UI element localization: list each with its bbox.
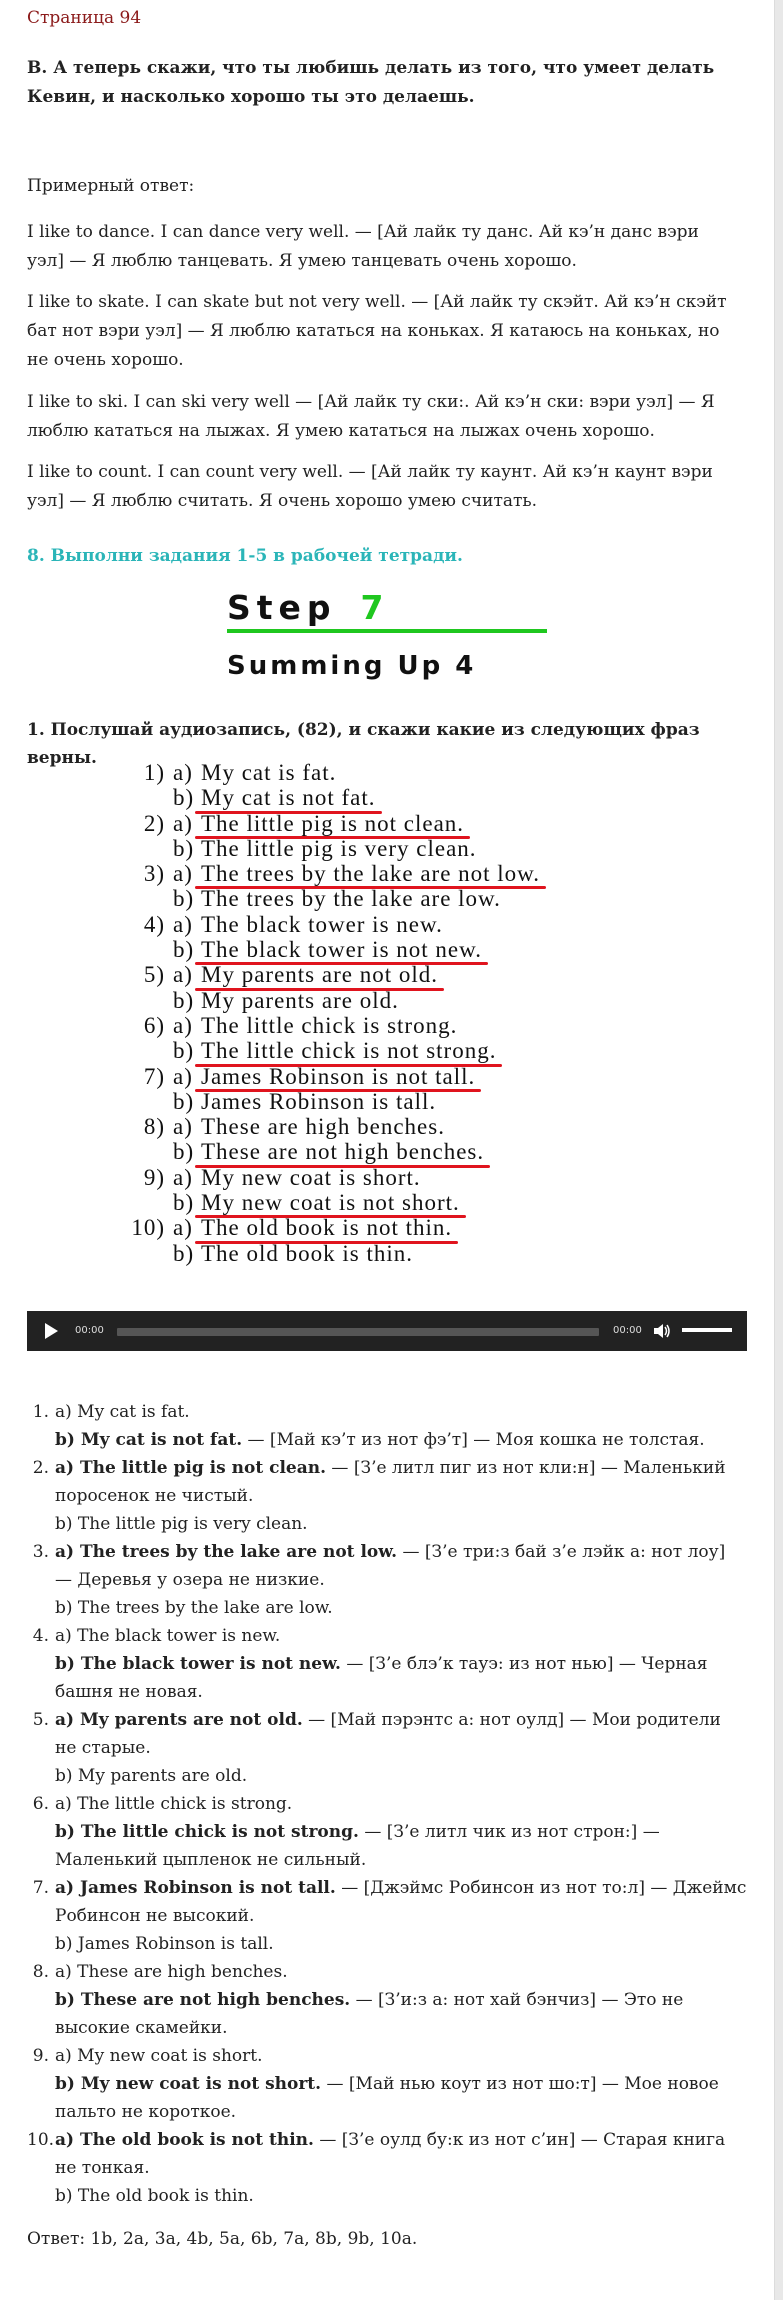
answer-line [55,1762,747,1790]
exercise-letter: b) [173,785,195,811]
exercise-number: 2) [143,810,165,836]
question-1-heading: 1. Послушай аудиозапись, (82), и скажи какие из следующих фраз верны. [27,720,700,768]
exercise-sentence: The trees by the lake are not low. [201,861,541,887]
answer-line [55,2182,747,2210]
exercise-row [127,861,687,886]
exercise-sentence: My parents are not old. [201,962,438,988]
answer-sentence: a) The black tower is new. [55,1626,281,1646]
exercise-letter: a) [173,810,193,836]
answer-item [27,1958,747,2042]
answer-line [55,1650,747,1706]
answers-list [27,1398,747,2210]
sample-answer: I like to count. I can count very well. — [Ай лайк ту каунт. Ай кэ’н каунт вэри уэл] — Я люблю считать. Я очень хорошо умею считать. [27,462,713,511]
step-underline [227,629,547,633]
answer-number: 9. [32,2046,49,2066]
answer-number: 2. [32,1458,49,1478]
exercise-row [127,836,687,861]
progress-track[interactable] [117,1328,599,1336]
exercise-row [127,811,687,836]
exercise-sentence: My new coat is short. [201,1164,421,1190]
answer-line [55,2042,747,2070]
exercise-letter: b) [173,1190,195,1216]
answer-translation: — [З’е литл пиг из нот кли:н] — Маленький поросенок не чистый. [55,1458,726,1506]
exercise-row [127,962,687,987]
exercise-row [127,1114,687,1139]
exercise-letter: b) [173,1038,195,1064]
answer-sentence: b) The little pig is very clean. [55,1514,308,1534]
answer-sentence: a) These are high benches. [55,1962,288,1982]
exercise-sentence: My new coat is not short. [201,1190,460,1216]
answer-translation: — [Май кэ’т из нот фэ’т] — Моя кошка не толстая. [242,1430,705,1450]
answer-line [55,1538,747,1594]
answer-line [55,1426,747,1454]
exercise-row [127,1013,687,1038]
exercise-row [127,1190,687,1215]
task-b-heading: B. А теперь скажи, что ты любишь делать из того, что умеет делать Кевин, и насколько хорошо ты это делаешь. [27,58,715,107]
answer-item [27,1622,747,1706]
exercise-number: 7) [143,1063,165,1089]
exercise-row [127,760,687,785]
exercise-row [127,1215,687,1240]
exercise-sentence: My cat is not fat. [201,785,376,811]
answer-line [55,1986,747,2042]
answer-translation: — [Джэймс Робинсон из нот то:л] — Джеймс Робинсон не высокий. [55,1878,747,1926]
exercise-letter: b) [173,1088,195,1114]
answer-translation: — [З’е оулд бу:к из нот с’ин] — Старая книга не тонкая. [55,2130,726,2178]
answer-item [27,1706,747,1790]
page-title: Страница 94 [27,8,142,28]
answer-item [27,2042,747,2126]
answer-line [55,1874,747,1930]
textbook-exercise [127,760,687,1266]
exercise-row [127,937,687,962]
exercise-sentence: The little pig is not clean. [201,810,465,836]
exercise-letter: b) [173,987,195,1013]
exercise-number: 8) [143,1114,165,1140]
answer-number: 8. [32,1962,49,1982]
exercise-number: 9) [143,1164,165,1190]
answer-sentence: b) My new coat is not short. [55,2074,322,2094]
answer-sentence: a) The little pig is not clean. [55,1458,327,1478]
exercise-letter: a) [173,1063,193,1089]
answer-number: 3. [32,1542,49,1562]
answer-number: 1. [32,1402,49,1422]
answer-item [27,1790,747,1874]
volume-slider[interactable] [682,1328,732,1332]
exercise-row [127,988,687,1013]
exercise-sentence: The little chick is strong. [201,1012,458,1038]
answer-item [27,1874,747,1958]
answer-sentence: b) My parents are old. [55,1766,248,1786]
exercise-number: 4) [143,911,165,937]
answer-line [55,1930,747,1958]
answer-sentence: a) The old book is not thin. [55,2130,314,2150]
answer-sentence: a) My parents are not old. [55,1710,303,1730]
exercise-sentence: The black tower is new. [201,911,443,937]
duration: 00:00 [613,1325,642,1336]
exercise-number: 5) [143,962,165,988]
answer-sentence: a) The little chick is strong. [55,1794,293,1814]
answer-item [27,2126,747,2210]
exercise-row [127,785,687,810]
answer-number: 5. [32,1710,49,1730]
answer-item [27,1538,747,1622]
answer-line [55,1706,747,1762]
exercise-letter: a) [173,1164,193,1190]
exercise-row [127,912,687,937]
answer-number: 7. [32,1878,49,1898]
answer-line [55,2070,747,2126]
audio-player [27,1311,747,1351]
answer-line [55,1790,747,1818]
answer-sentence: a) My cat is fat. [55,1402,190,1422]
answer-sentence: b) These are not high benches. [55,1990,351,2010]
answer-sentence: a) My new coat is short. [55,2046,263,2066]
exercise-number: 10) [131,1215,165,1241]
exercise-sentence: The trees by the lake are low. [201,886,501,912]
answer-line [55,1510,747,1538]
answer-sentence: a) James Robinson is not tall. [55,1878,336,1898]
volume-icon[interactable] [654,1323,672,1339]
exercise-letter: a) [173,1012,193,1038]
exercise-sentence: These are high benches. [201,1114,445,1140]
exercise-letter: b) [173,1240,195,1266]
exercise-row [127,1038,687,1063]
exercise-letter: b) [173,1139,195,1165]
answer-line [55,1398,747,1426]
exercise-sentence: My parents are old. [201,987,399,1013]
answer-sentence: b) The old book is thin. [55,2186,254,2206]
answer-line [55,1594,747,1622]
step-number: 7 [360,588,390,627]
answer-number: 6. [32,1794,49,1814]
answer-translation: — [Май пэрэнтс а: нот оулд] — Мои родители не старые. [55,1710,721,1758]
exercise-letter: b) [173,937,195,963]
answer-line [55,1818,747,1874]
exercise-sentence: James Robinson is not tall. [201,1063,476,1089]
exercise-sentence: The black tower is not new. [201,937,482,963]
exercise-row [127,1064,687,1089]
answer-item [27,1398,747,1454]
final-answer: Ответ: 1b, 2a, 3a, 4b, 5a, 6b, 7a, 8b, 9b, 10a. [27,2229,418,2249]
exercise-sentence: The old book is not thin. [201,1215,453,1241]
exercise-row [127,886,687,911]
answer-sentence: b) My cat is not fat. [55,1430,243,1450]
answer-sentence: a) The trees by the lake are not low. [55,1542,398,1562]
exercise-letter: a) [173,760,193,785]
answer-sentence: b) The little chick is not strong. [55,1822,359,1842]
answer-translation: — [З’е три:з бай з’е лэйк а: нот лоу] — Деревья у озера не низкие. [55,1542,726,1590]
exercise-sentence: These are not high benches. [201,1139,485,1165]
exercise-row [127,1139,687,1164]
exercise-letter: a) [173,1215,193,1241]
answer-sentence: b) The trees by the lake are low. [55,1598,333,1618]
sample-answer: I like to skate. I can skate but not very well. — [Ай лайк ту скэйт. Ай кэ’н скэйт бат нот вэри уэл] — Я люблю кататься на коньках. Я катаюсь на коньках, но не очень хорошо. [27,292,727,370]
exercise-letter: b) [173,886,195,912]
exercise-sentence: The little chick is not strong. [201,1038,497,1064]
answer-line [55,1622,747,1650]
step-subtitle: Summing Up 4 [227,651,477,681]
exercise-row [127,1241,687,1266]
answer-translation: — [Май нью коут из нот шо:т] — Мое новое пальто не короткое. [55,2074,719,2122]
exercise-letter: a) [173,861,193,887]
answer-line [55,1454,747,1510]
sample-answer: I like to dance. I can dance very well. — [Ай лайк ту данс. Ай кэ’н данс вэри уэл] — Я люблю танцевать. Я умею танцевать очень хорошо. [27,222,699,271]
exercise-sentence: My cat is fat. [201,760,337,785]
scrollbar[interactable] [774,0,783,2300]
sample-label: Примерный ответ: [27,176,195,196]
exercise-letter: a) [173,962,193,988]
answer-number: 10. [27,2130,55,2150]
exercise-number: 6) [143,1012,165,1038]
play-icon[interactable] [45,1323,58,1339]
answer-item [27,1454,747,1538]
exercise-sentence: The old book is thin. [201,1240,414,1266]
answer-translation: — [З’е блэ’к тауэ: из нот нью] — Черная башня не новая. [55,1654,708,1702]
exercise-number: 1) [143,760,165,785]
exercise-letter: b) [173,835,195,861]
current-time: 00:00 [75,1325,104,1336]
exercise-letter: a) [173,911,193,937]
answer-number: 4. [32,1626,49,1646]
exercise-sentence: James Robinson is tall. [201,1088,437,1114]
answer-sentence: b) The black tower is not new. [55,1654,341,1674]
answer-translation: — [З’и:з а: нот хай бэнчиз] — Это не высокие скамейки. [55,1990,684,2038]
exercise-row [127,1165,687,1190]
exercise-number: 3) [143,861,165,887]
step-word: Step [227,588,337,627]
task-8-heading: 8. Выполни задания 1-5 в рабочей тетради. [27,546,463,566]
exercise-row [127,1089,687,1114]
answer-translation: — [З’е литл чик из нот строн:] — Маленький цыпленок не сильный. [55,1822,660,1870]
answer-sentence: b) James Robinson is tall. [55,1934,274,1954]
answer-line [55,1958,747,1986]
sample-answer: I like to ski. I can ski very well — [Ай лайк ту ски:. Ай кэ’н ски: вэри уэл] — Я люблю кататься на лыжах. Я умею кататься на лыжах очень хорошо. [27,392,715,441]
exercise-sentence: The little pig is very clean. [201,835,477,861]
answer-line [55,2126,747,2182]
step-title [227,584,390,632]
exercise-letter: a) [173,1114,193,1140]
